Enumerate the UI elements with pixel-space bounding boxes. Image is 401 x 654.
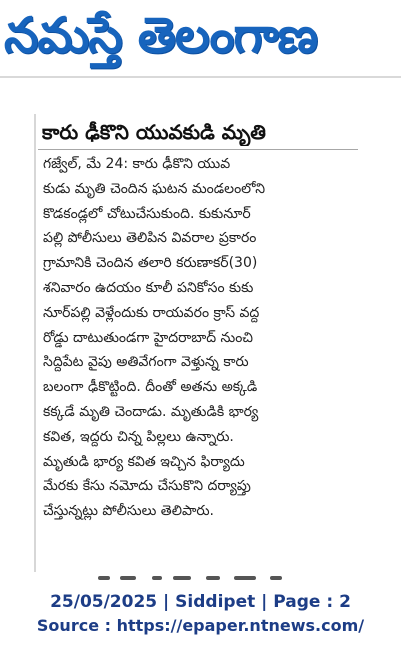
source-line: Source : https://epaper.ntnews.com/ bbox=[36, 616, 365, 635]
publication-date-line: 25/05/2025 | Siddipet | Page : 2 bbox=[50, 592, 351, 612]
article-line: గజ్వేల్, మే 24: కారు ఢీకొని యువ bbox=[43, 156, 231, 172]
newspaper-logo: నమస్తే తెలంగాణ bbox=[4, 7, 318, 64]
article-line: బలంగా ఢీకొట్టింది. దీంతో అతను అక్కడి bbox=[43, 379, 258, 396]
article-body bbox=[43, 152, 356, 562]
masthead bbox=[0, 0, 401, 78]
crop-mark bbox=[152, 576, 162, 580]
article-line: రోడ్డు దాటుతుండగా హైదరాబాద్ నుంచి bbox=[43, 329, 254, 346]
article-line: మృతుడి భార్య కవిత ఇచ్చిన ఫిర్యాదు bbox=[43, 453, 245, 470]
article-line: కుడు మృతి చెందిన ఘటన మండలంలోని bbox=[43, 180, 266, 197]
crop-mark bbox=[206, 576, 220, 580]
article-line: కొడకండ్లలో చోటుచేసుకుంది. కుకునూర్ bbox=[43, 205, 251, 222]
headline-section bbox=[38, 115, 358, 150]
article-line: మేరకు కేసు నమోదు చేసుకొని దర్యాప్తు bbox=[43, 478, 251, 495]
article-line: కవిత, ఇద్దరు చిన్న పిల్లలు ఉన్నారు. bbox=[43, 428, 234, 445]
article-line: కక్కడే మృతి చెందాడు. మృతుడికి భార్య bbox=[43, 403, 259, 420]
masthead-divider bbox=[0, 76, 401, 78]
article-line: నూర్‌పల్లి వెళ్లేందుకు రాయవరం క్రాస్ వద్ద bbox=[43, 304, 260, 321]
article-line: సిద్దిపేట వైపు అతివేగంగా వెళ్తున్న కారు bbox=[43, 354, 249, 371]
crop-mark bbox=[98, 576, 110, 580]
article-line: శనివారం ఉదయం కూలీ పనికోసం కుకు bbox=[43, 279, 254, 296]
crop-mark bbox=[173, 576, 191, 580]
cropped-text-fragment bbox=[98, 575, 302, 583]
article-line: పల్లి పోలీసులు తెలిపిన వివరాల ప్రకారం bbox=[43, 230, 257, 247]
column-rule bbox=[34, 114, 36, 572]
article-line: గ్రామానికి చెందిన తలారి కరుణాకర్(30) bbox=[43, 255, 258, 272]
article-headline: కారు ఢీకొని యువకుడి మృతి bbox=[42, 120, 266, 144]
crop-mark bbox=[120, 576, 136, 580]
article-line: చేస్తున్నట్లు పోలీసులు తెలిపారు. bbox=[43, 503, 214, 520]
crop-mark bbox=[270, 576, 282, 580]
crop-mark bbox=[234, 576, 256, 580]
